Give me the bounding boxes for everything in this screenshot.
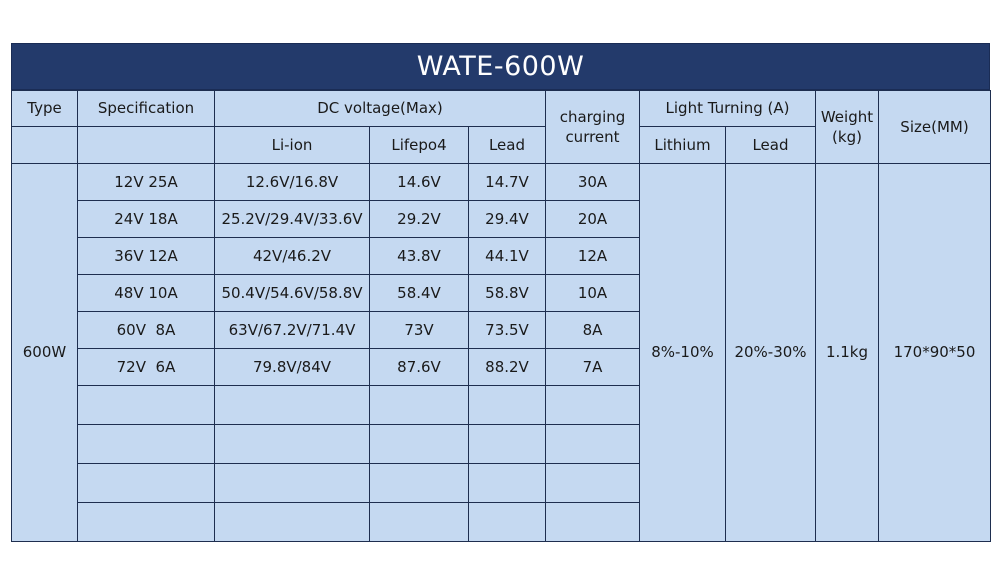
cell-li-ion: 79.8V/84V [215,349,370,386]
cell-spec: 48V 10A [78,275,215,312]
cell-lifepo4: 87.6V [370,349,469,386]
spec-table [11,90,991,542]
cell-li-ion: 12.6V/16.8V [215,164,370,201]
empty-cell [78,503,215,542]
empty-cell [546,425,640,464]
cell-li-ion: 42V/46.2V [215,238,370,275]
cell-lead: 44.1V [469,238,546,275]
header-row-1 [12,91,991,127]
header-light-turning: Light Turning (A) [640,91,816,127]
empty-cell [469,386,546,425]
cell-li-ion: 63V/67.2V/71.4V [215,312,370,349]
empty-cell [469,464,546,503]
empty-cell [215,464,370,503]
cell-charging: 12A [546,238,640,275]
header-li-ion: Li-ion [215,127,370,164]
cell-charging: 30A [546,164,640,201]
cell-charging: 8A [546,312,640,349]
cell-lead: 88.2V [469,349,546,386]
cell-li-ion: 25.2V/29.4V/33.6V [215,201,370,238]
header-lead: Lead [469,127,546,164]
empty-cell [469,503,546,542]
cell-lead: 14.7V [469,164,546,201]
header-type: Type [12,91,78,127]
spec-sheet [11,43,990,534]
cell-charging: 7A [546,349,640,386]
empty-cell [370,425,469,464]
empty-cell [215,425,370,464]
size-value: 170*90*50 [879,164,991,542]
empty-cell [78,386,215,425]
cell-charging: 20A [546,201,640,238]
empty-cell [370,386,469,425]
empty-cell [215,503,370,542]
empty-cell [370,503,469,542]
empty-cell [546,386,640,425]
cell-li-ion: 50.4V/54.6V/58.8V [215,275,370,312]
cell-lifepo4: 29.2V [370,201,469,238]
header-light-lead: Lead [726,127,816,164]
header-lifepo4: Lifepo4 [370,127,469,164]
weight-value: 1.1kg [816,164,879,542]
cell-lifepo4: 43.8V [370,238,469,275]
cell-spec: 36V 12A [78,238,215,275]
cell-charging: 10A [546,275,640,312]
empty-cell [546,503,640,542]
empty-cell [370,464,469,503]
header-weight: Weight (kg) [816,91,879,164]
light-lithium-value: 8%-10% [640,164,726,542]
empty-cell [215,386,370,425]
type-value: 600W [12,164,78,542]
empty-cell [78,464,215,503]
header-type-blank [12,127,78,164]
cell-lead: 58.8V [469,275,546,312]
table-title: WATE-600W [11,43,990,90]
empty-cell [469,425,546,464]
cell-lead: 73.5V [469,312,546,349]
header-charging-current: charging current [546,91,640,164]
cell-spec: 60V 8A [78,312,215,349]
cell-lifepo4: 14.6V [370,164,469,201]
light-lead-value: 20%-30% [726,164,816,542]
cell-lifepo4: 73V [370,312,469,349]
cell-spec: 24V 18A [78,201,215,238]
header-size: Size(MM) [879,91,991,164]
cell-lifepo4: 58.4V [370,275,469,312]
empty-cell [78,425,215,464]
table-row [12,164,991,201]
cell-spec: 12V 25A [78,164,215,201]
empty-cell [546,464,640,503]
header-dc-voltage: DC voltage(Max) [215,91,546,127]
header-spec-blank [78,127,215,164]
cell-spec: 72V 6A [78,349,215,386]
header-specification: Specification [78,91,215,127]
cell-lead: 29.4V [469,201,546,238]
header-lithium: Lithium [640,127,726,164]
